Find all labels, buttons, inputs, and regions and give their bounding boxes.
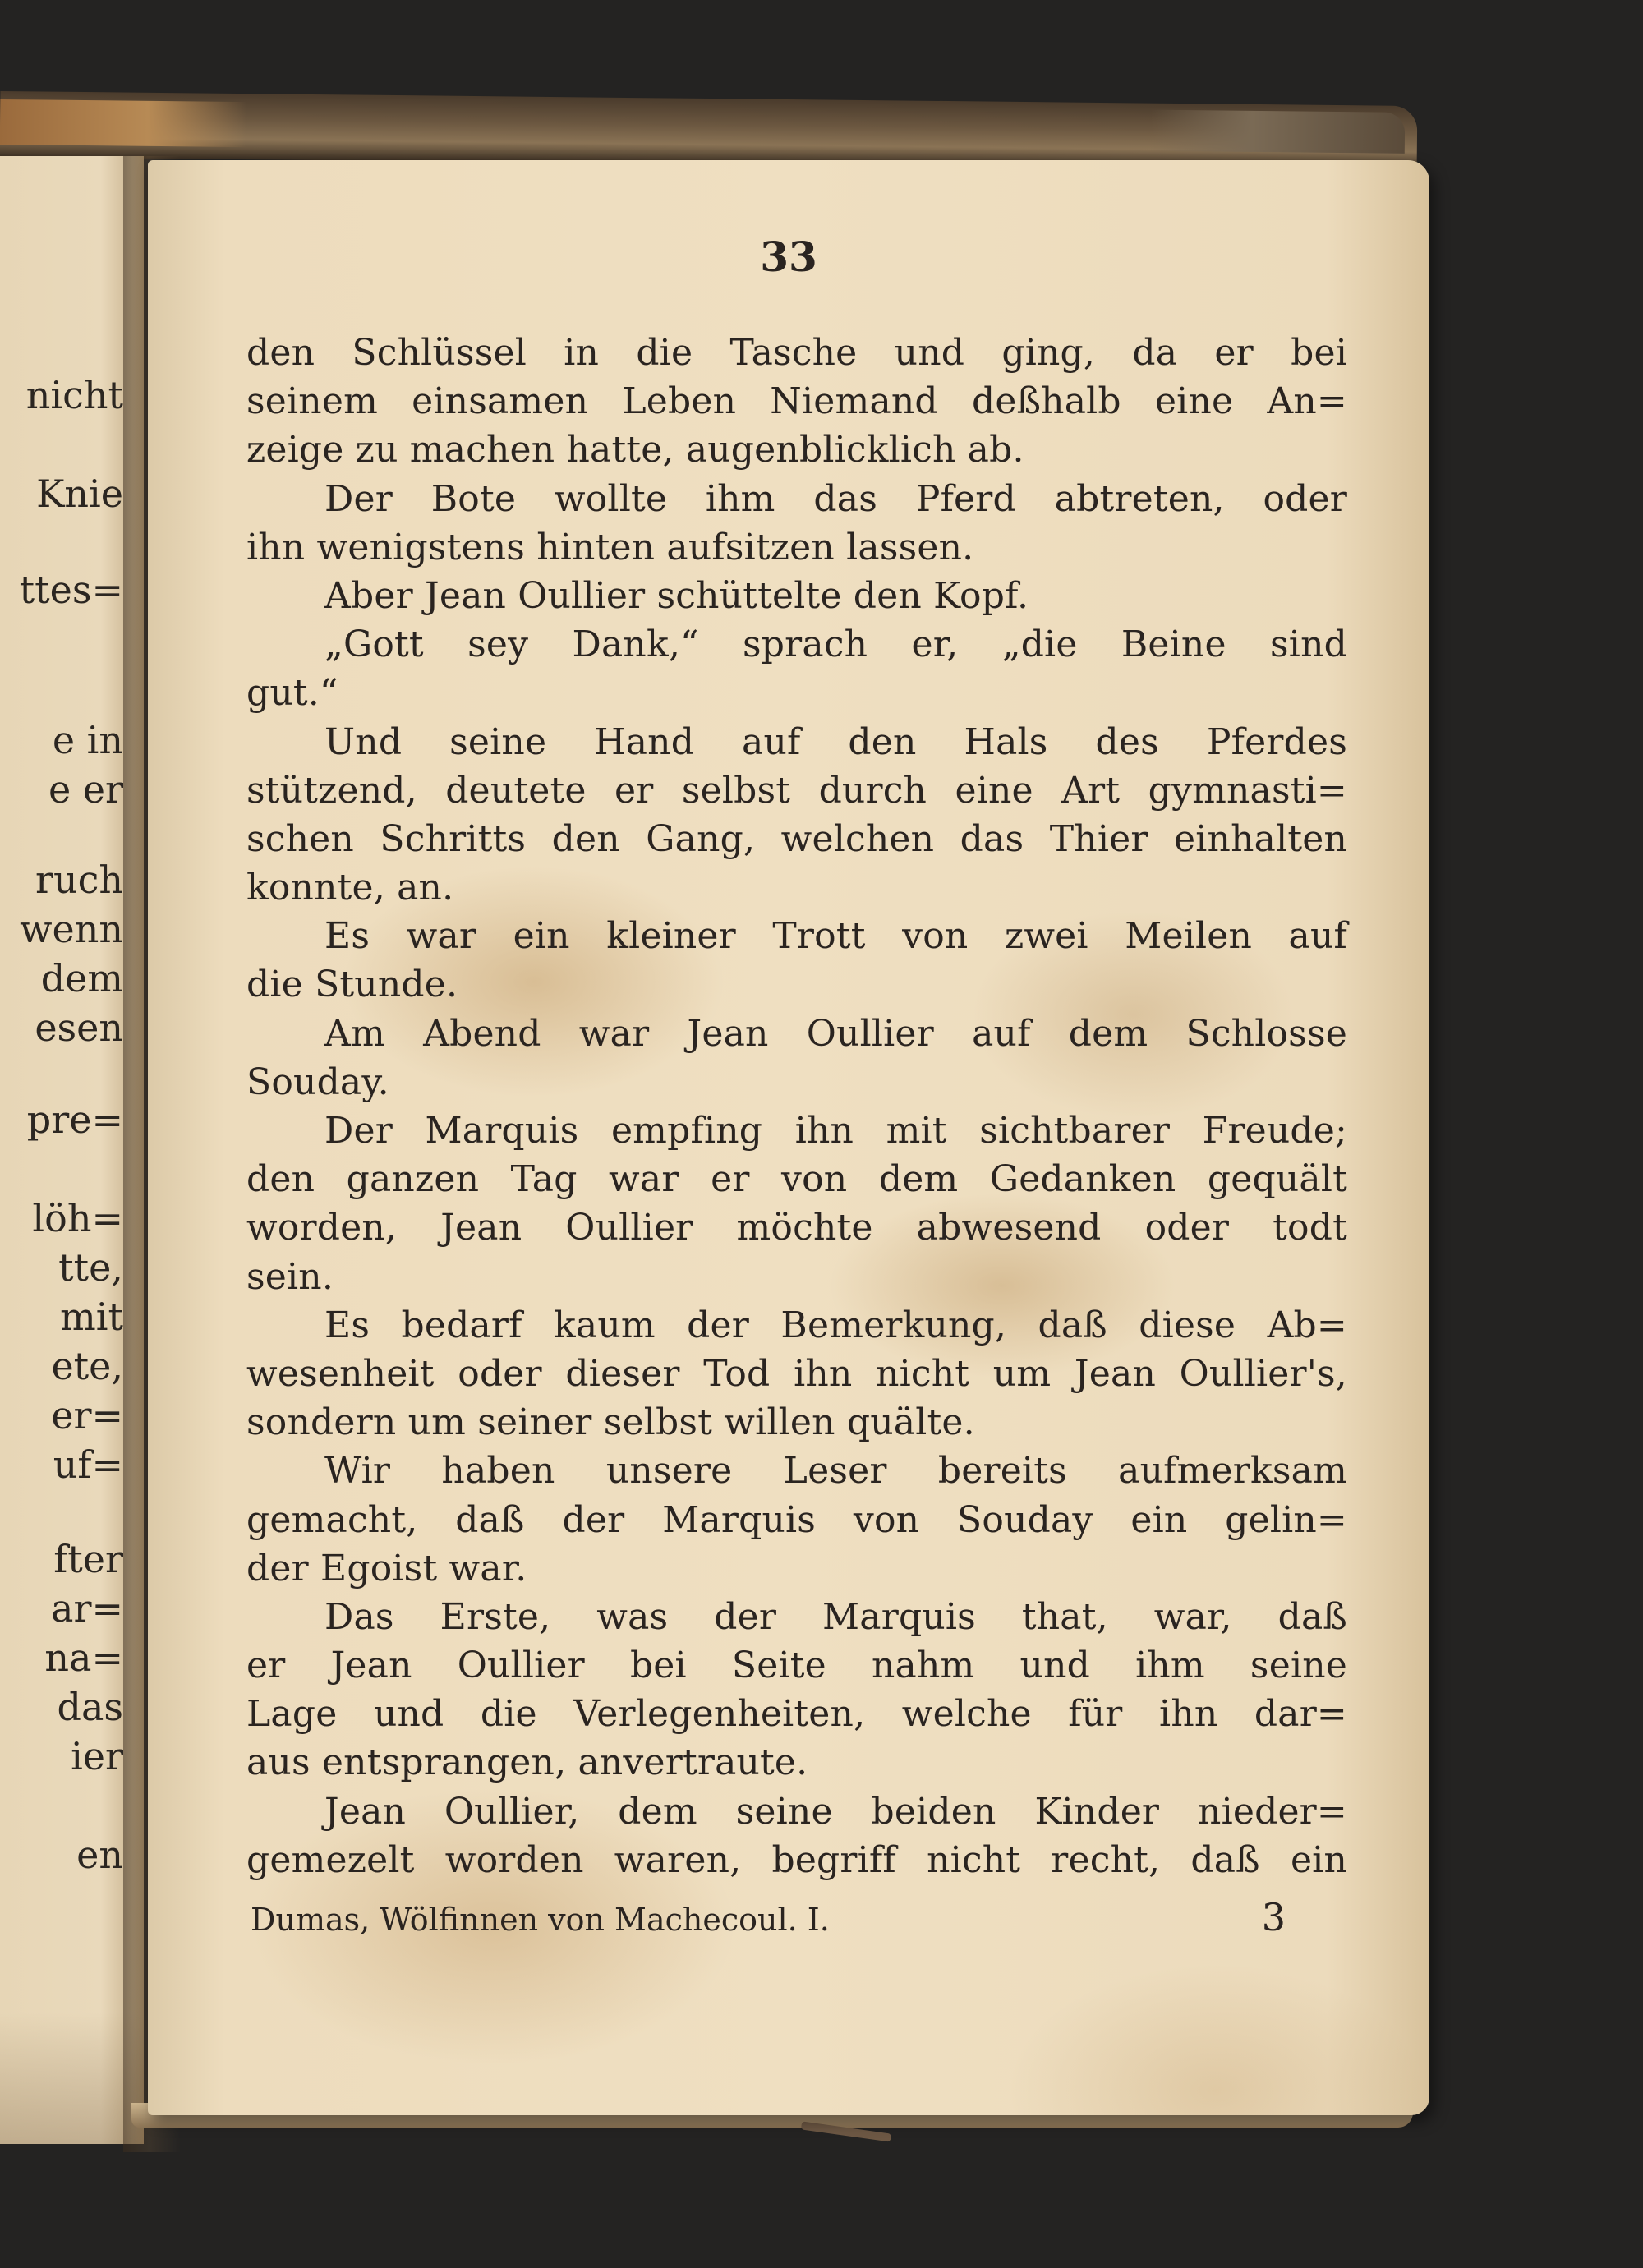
left-fragment: wenn — [20, 907, 123, 951]
text-line: Souday. — [246, 1060, 389, 1103]
left-fragment: dem — [40, 956, 123, 1001]
text-line: der Egoist war. — [246, 1547, 527, 1589]
left-fragment: en — [76, 1833, 123, 1877]
text-line: gut.“ — [246, 672, 338, 715]
left-fragment: pre= — [26, 1097, 123, 1142]
left-fragment: ete, — [51, 1344, 123, 1388]
left-fragment: tte, — [58, 1245, 123, 1290]
text-line: Am Abend war Jean Oullier auf dem Schlosse — [324, 1012, 1347, 1055]
text-line: gemezelt worden waren, begriff nicht recht, daß ein — [246, 1838, 1347, 1881]
text-line: Und seine Hand auf den Hals des Pferdes — [324, 720, 1347, 763]
left-fragment: mit — [60, 1295, 123, 1339]
text-line: konnte, an. — [246, 867, 454, 909]
text-line: sein. — [246, 1255, 334, 1298]
text-line: Der Bote wollte ihm das Pferd abtreten, oder — [324, 477, 1347, 520]
text-line: seinem einsamen Leben Niemand deßhalb eine An= — [246, 380, 1347, 423]
footer-signature: Dumas, Wölfinnen von Machecoul. I. — [251, 1902, 830, 1938]
right-page — [148, 160, 1429, 2115]
text-line: den ganzen Tag war er von dem Gedanken gequält — [246, 1158, 1347, 1201]
text-line: Der Marquis empfing ihn mit sichtbarer Freude; — [324, 1110, 1347, 1152]
text-line: Es war ein kleiner Trott von zwei Meilen auf — [324, 915, 1347, 958]
text-line: den Schlüssel in die Tasche und ging, da er bei — [246, 332, 1347, 374]
left-facing-page — [0, 156, 144, 2144]
left-fragment: nicht — [25, 373, 123, 417]
left-fragment: uf= — [53, 1442, 123, 1487]
text-line: Lage und die Verlegenheiten, welche für ihn dar= — [246, 1693, 1347, 1736]
text-line: Es bedarf kaum der Bemerkung, daß diese Ab= — [324, 1304, 1347, 1346]
text-line: Jean Oullier, dem seine beiden Kinder nieder= — [324, 1790, 1347, 1833]
left-fragment: das — [57, 1685, 123, 1729]
left-fragment: ttes= — [19, 568, 123, 612]
left-fragment: ier — [71, 1734, 123, 1778]
text-line: zeige zu machen hatte, augenblicklich ab. — [246, 429, 1024, 472]
left-fragment: e in — [52, 718, 123, 762]
page-footer — [251, 1895, 1286, 1951]
left-fragment: na= — [44, 1635, 123, 1680]
text-line: „Gott sey Dank,“ sprach er, „die Beine sind — [324, 623, 1347, 666]
text-line: die Stunde. — [246, 964, 458, 1006]
text-line: wesenheit oder dieser Tod ihn nicht um Jean Oullier's, — [246, 1352, 1347, 1395]
left-fragment: fter — [53, 1537, 123, 1581]
body-text — [246, 329, 1347, 1884]
left-fragment: Knie — [36, 472, 123, 516]
left-fragment: er= — [51, 1393, 123, 1438]
left-fragment: ruch — [35, 858, 123, 902]
left-fragment: esen — [35, 1005, 123, 1050]
text-line: Wir haben unsere Leser bereits aufmerksam — [324, 1450, 1347, 1493]
text-line: sondern um seiner selbst willen quälte. — [246, 1401, 975, 1444]
text-line: Aber Jean Oullier schüttelte den Kopf. — [324, 574, 1029, 617]
left-fragment: e er — [48, 767, 123, 812]
page-number: 33 — [760, 232, 817, 281]
text-line: stützend, deutete er selbst durch eine Art gymnasti= — [246, 769, 1347, 812]
text-line: gemacht, daß der Marquis von Souday ein gelin= — [246, 1498, 1347, 1541]
footer-sheet-number: 3 — [1261, 1895, 1286, 1939]
text-line: ihn wenigstens hinten aufsitzen lassen. — [246, 526, 974, 568]
text-line: schen Schritts den Gang, welchen das Thier einhalten — [246, 817, 1347, 860]
text-line: worden, Jean Oullier möchte abwesend oder todt — [246, 1207, 1347, 1249]
left-fragment: ar= — [51, 1586, 123, 1631]
text-line: Das Erste, was der Marquis that, war, daß — [324, 1595, 1347, 1638]
text-line: er Jean Oullier bei Seite nahm und ihm seine — [246, 1645, 1347, 1687]
left-fragment: löh= — [32, 1196, 123, 1240]
text-line: aus entsprangen, anvertraute. — [246, 1741, 808, 1784]
left-page-fragments — [0, 156, 131, 2144]
